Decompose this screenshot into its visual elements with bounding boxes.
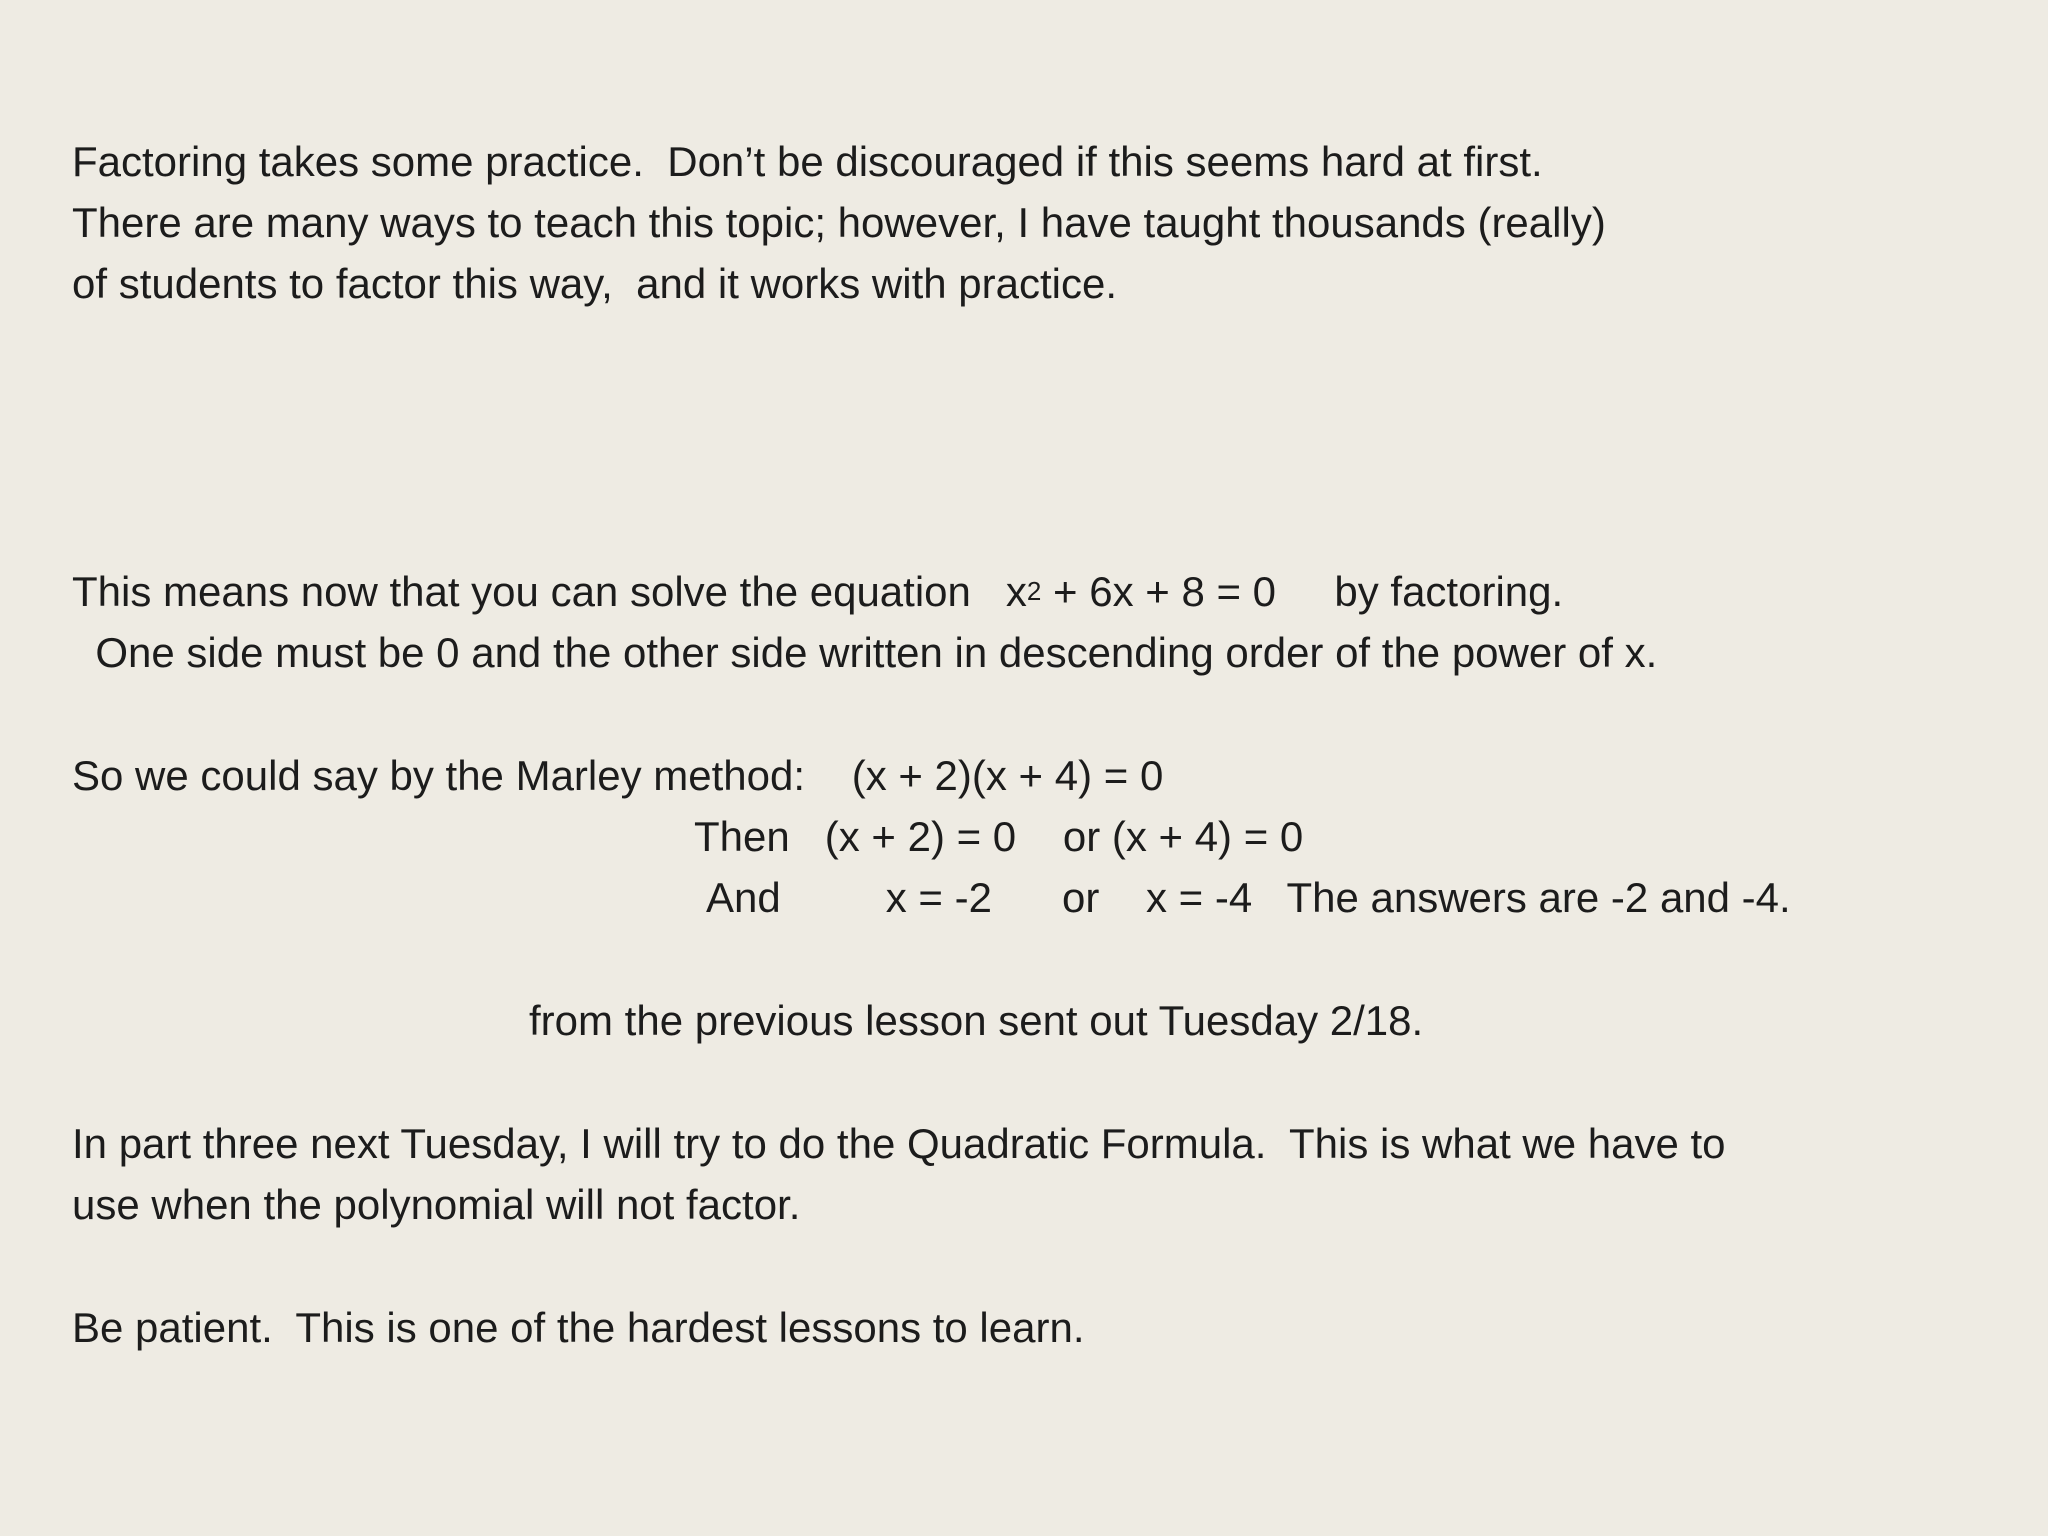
equation-rule-line: One side must be 0 and the other side written in descending order of the power of x. [72, 629, 1658, 676]
intro-line-1: Factoring takes some practice. Don’t be discouraged if this seems hard at first. [72, 138, 1543, 185]
intro-line-3: of students to factor this way, and it works with practice. [72, 260, 1117, 307]
equation-exponent: 2 [1026, 576, 1042, 606]
closing-line: Be patient. This is one of the hardest lessons to learn. [72, 1304, 1085, 1351]
intro-line-2: There are many ways to teach this topic; however, I have taught thousands (really) [72, 199, 1606, 246]
equation-line [72, 562, 1563, 622]
next-part-line-2: use when the polynomial will not factor. [72, 1181, 801, 1228]
source-note: from the previous lesson sent out Tuesday 2/18. [529, 997, 1424, 1044]
equation-suffix: + 6x + 8 = 0 by factoring. [1041, 568, 1564, 615]
then-line: Then (x + 2) = 0 or (x + 4) = 0 [694, 813, 1304, 860]
equation-prefix: This means now that you can solve the equation x [72, 568, 1027, 615]
marley-method-line: So we could say by the Marley method: (x + 2)(x + 4) = 0 [72, 752, 1164, 799]
next-part-line-1: In part three next Tuesday, I will try to do the Quadratic Formula. This is what we have to [72, 1120, 1726, 1167]
answers-line: And x = -2 or x = -4 The answers are -2 and -4. [706, 874, 1791, 921]
